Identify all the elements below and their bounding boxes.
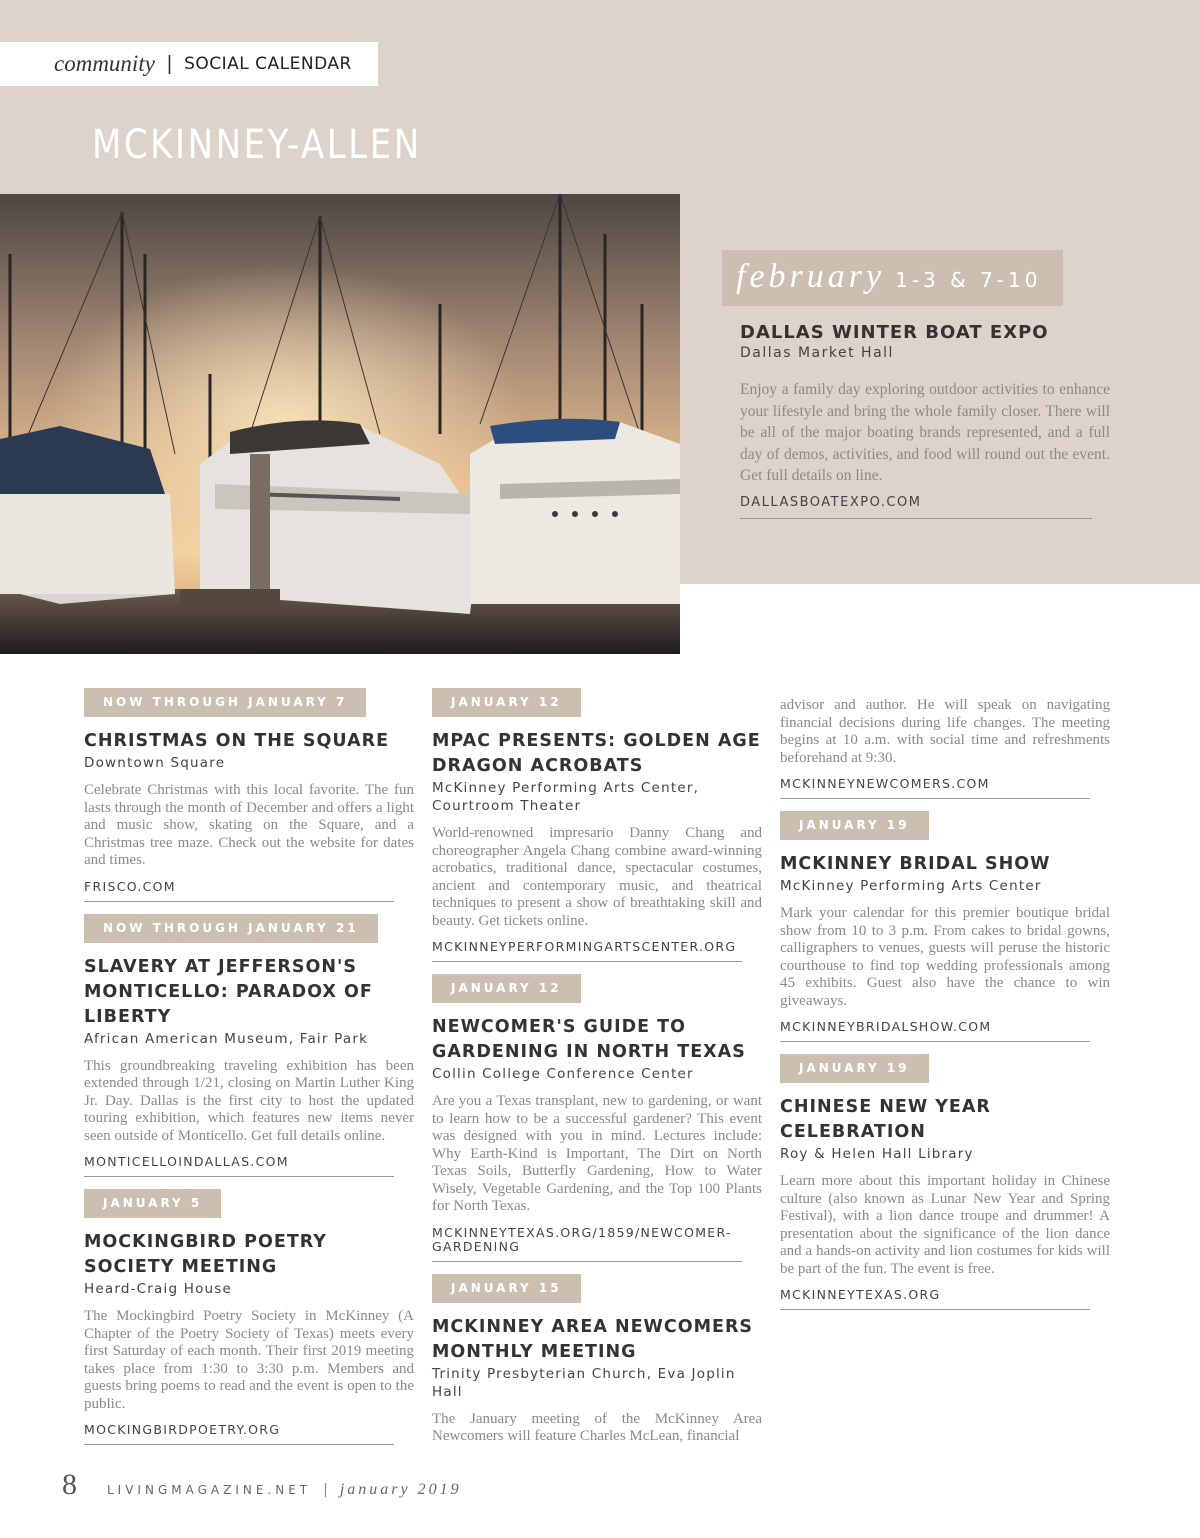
page-number: 8 bbox=[62, 1468, 77, 1501]
event-item bbox=[432, 688, 762, 962]
event-date: JANUARY 19 bbox=[780, 1054, 929, 1083]
event-item bbox=[432, 974, 762, 1262]
event-date: JANUARY 12 bbox=[432, 688, 581, 717]
event-date: NOW THROUGH JANUARY 21 bbox=[84, 914, 378, 943]
section-category: community bbox=[54, 51, 155, 76]
region-title: MCKINNEY-ALLEN bbox=[92, 122, 422, 168]
event-date: JANUARY 5 bbox=[84, 1189, 221, 1218]
event-url[interactable]: FRISCO.COM bbox=[84, 880, 394, 902]
event-url[interactable]: MCKINNEYTEXAS.ORG/1859/NEWCOMER-GARDENING bbox=[432, 1226, 742, 1262]
event-url[interactable]: MCKINNEYPERFORMINGARTSCENTER.ORG bbox=[432, 940, 742, 962]
section-tag bbox=[0, 42, 378, 86]
event-title: MCKINNEY BRIDAL SHOW bbox=[780, 854, 1051, 874]
boats-photo bbox=[0, 194, 680, 654]
featured-event bbox=[722, 250, 1112, 519]
section-name: SOCIAL CALENDAR bbox=[184, 54, 352, 74]
event-description: Mark your calendar for this premier boutique bridal show from 10 to 3 p.m. From cakes to bridal gowns, calligraphers to venues, guests will peruse the historic courthouse to find top wedding professionals among 45 exhibits. Guest also have the chance to win giveaways. bbox=[780, 905, 1110, 1009]
event-title: CHINESE NEW YEAR CELEBRATION bbox=[780, 1097, 991, 1142]
featured-description: Enjoy a family day exploring outdoor activities to enhance your lifestyle and bring the whole family closer. There will be all of the major boating brands represented, and a full day of demos, activities, and food will round out the event. Get full details on line. bbox=[740, 381, 1110, 484]
footer-separator: | bbox=[323, 1482, 328, 1498]
event-title: MPAC PRESENTS: GOLDEN AGE DRAGON ACROBATS bbox=[432, 731, 761, 776]
event-description: Are you a Texas transplant, new to gardening, or want to learn how to be a successful gardener? This event was designed with you in mind. Lectures include: Why Earth-Kind is Important, The Dirt on North Texas Soils, Butterfly Gardening, How to Water Wisely, Vegetable Gardening, and the Top 100 Plants for North Texas. bbox=[432, 1093, 762, 1214]
event-venue: Heard-Craig House bbox=[84, 1281, 233, 1297]
featured-venue: Dallas Market Hall bbox=[740, 345, 894, 361]
event-venue: Roy & Helen Hall Library bbox=[780, 1146, 974, 1162]
events-column-3 bbox=[780, 697, 1110, 1322]
page-footer bbox=[62, 1468, 462, 1502]
event-description: This groundbreaking traveling exhibition has been extended through 1/21, closing on Martin Luther King Jr. Day. Dallas is the first city to host the updated touring exhibition, which features new items never seen outside of Monticello. Get full details online. bbox=[84, 1057, 414, 1144]
event-url[interactable]: MONTICELLOINDALLAS.COM bbox=[84, 1155, 394, 1177]
event-title: NEWCOMER'S GUIDE TO GARDENING IN NORTH TEXAS bbox=[432, 1017, 746, 1062]
event-continuation bbox=[780, 697, 1110, 799]
event-url[interactable]: MOCKINGBIRDPOETRY.ORG bbox=[84, 1423, 394, 1445]
event-title: CHRISTMAS ON THE SQUARE bbox=[84, 731, 390, 751]
event-description: Learn more about this important holiday in Chinese culture (also known as Lunar New Year and Spring Festival), with a lion dance troupe and drummer! A presentation about the significance of the lion dance and a hands-on activity and lion costumes for kids will be part of the fun. The event is free. bbox=[780, 1173, 1110, 1277]
event-item bbox=[84, 914, 414, 1178]
event-description: World-renowned impresario Danny Chang and choreographer Angela Chang combine award-winning acrobatics, traditional dance, spectacular costumes, ancient and contemporary music, and theatrical techniques to present a show of breathtaking skill and beauty. Get tickets online. bbox=[432, 825, 762, 929]
featured-date-badge bbox=[722, 250, 1063, 306]
event-url[interactable]: MCKINNEYBRIDALSHOW.COM bbox=[780, 1020, 1090, 1042]
event-item bbox=[780, 811, 1110, 1042]
event-description: advisor and author. He will speak on navigating financial decisions during life changes. The meeting begins at 10 a.m. with social time and refreshments beforehand at 9:30. bbox=[780, 697, 1110, 766]
event-date: JANUARY 12 bbox=[432, 974, 581, 1003]
events-column-2 bbox=[432, 688, 762, 1458]
event-venue: Collin College Conference Center bbox=[432, 1066, 694, 1082]
event-item bbox=[84, 688, 414, 902]
event-venue: Downtown Square bbox=[84, 755, 226, 771]
featured-month: february bbox=[736, 258, 886, 295]
event-title: MCKINNEY AREA NEWCOMERS MONTHLY MEETING bbox=[432, 1316, 754, 1362]
section-separator: | bbox=[166, 52, 173, 75]
footer-site[interactable]: LIVINGMAGAZINE.NET bbox=[107, 1483, 312, 1497]
event-item bbox=[780, 1054, 1110, 1310]
event-venue: McKinney Performing Arts Center, Courtroom Theater bbox=[432, 780, 700, 814]
event-item bbox=[432, 1274, 762, 1446]
event-url[interactable]: MCKINNEYNEWCOMERS.COM bbox=[780, 777, 1090, 799]
event-description: The Mockingbird Poetry Society in McKinney (A Chapter of the Poetry Society of Texas) meets every first Saturday of each month. Their first 2019 meeting takes place from 1:30 to 3:30 p.m. Members and guests bring poems to read and the event is open to the public. bbox=[84, 1308, 414, 1412]
event-date: NOW THROUGH JANUARY 7 bbox=[84, 688, 366, 717]
events-column-1 bbox=[84, 688, 414, 1457]
event-title: SLAVERY AT JEFFERSON'S MONTICELLO: PARADOX OF LIBERTY bbox=[84, 956, 373, 1027]
event-venue: Trinity Presbyterian Church, Eva Joplin Hall bbox=[432, 1365, 736, 1400]
event-description: The January meeting of the McKinney Area Newcomers will feature Charles McLean, financial bbox=[432, 1410, 762, 1444]
featured-days: 1-3 & 7-10 bbox=[895, 268, 1042, 292]
event-item bbox=[84, 1189, 414, 1445]
event-url[interactable]: MCKINNEYTEXAS.ORG bbox=[780, 1288, 1090, 1310]
event-date: JANUARY 19 bbox=[780, 811, 929, 840]
event-date: JANUARY 15 bbox=[432, 1274, 581, 1303]
event-description: Celebrate Christmas with this local favorite. The fun lasts through the month of December and offers a light and music show, skating on the Square, and a Christmas tree maze. Check out the website for dates and times. bbox=[84, 782, 414, 868]
event-title: MOCKINGBIRD POETRY SOCIETY MEETING bbox=[84, 1232, 327, 1277]
event-venue: McKinney Performing Arts Center bbox=[780, 878, 1042, 894]
event-venue: African American Museum, Fair Park bbox=[84, 1030, 369, 1047]
featured-title: DALLAS WINTER BOAT EXPO bbox=[740, 322, 1049, 343]
featured-url[interactable]: DALLASBOATEXPO.COM bbox=[740, 495, 1092, 519]
footer-issue: january 2019 bbox=[339, 1481, 462, 1498]
